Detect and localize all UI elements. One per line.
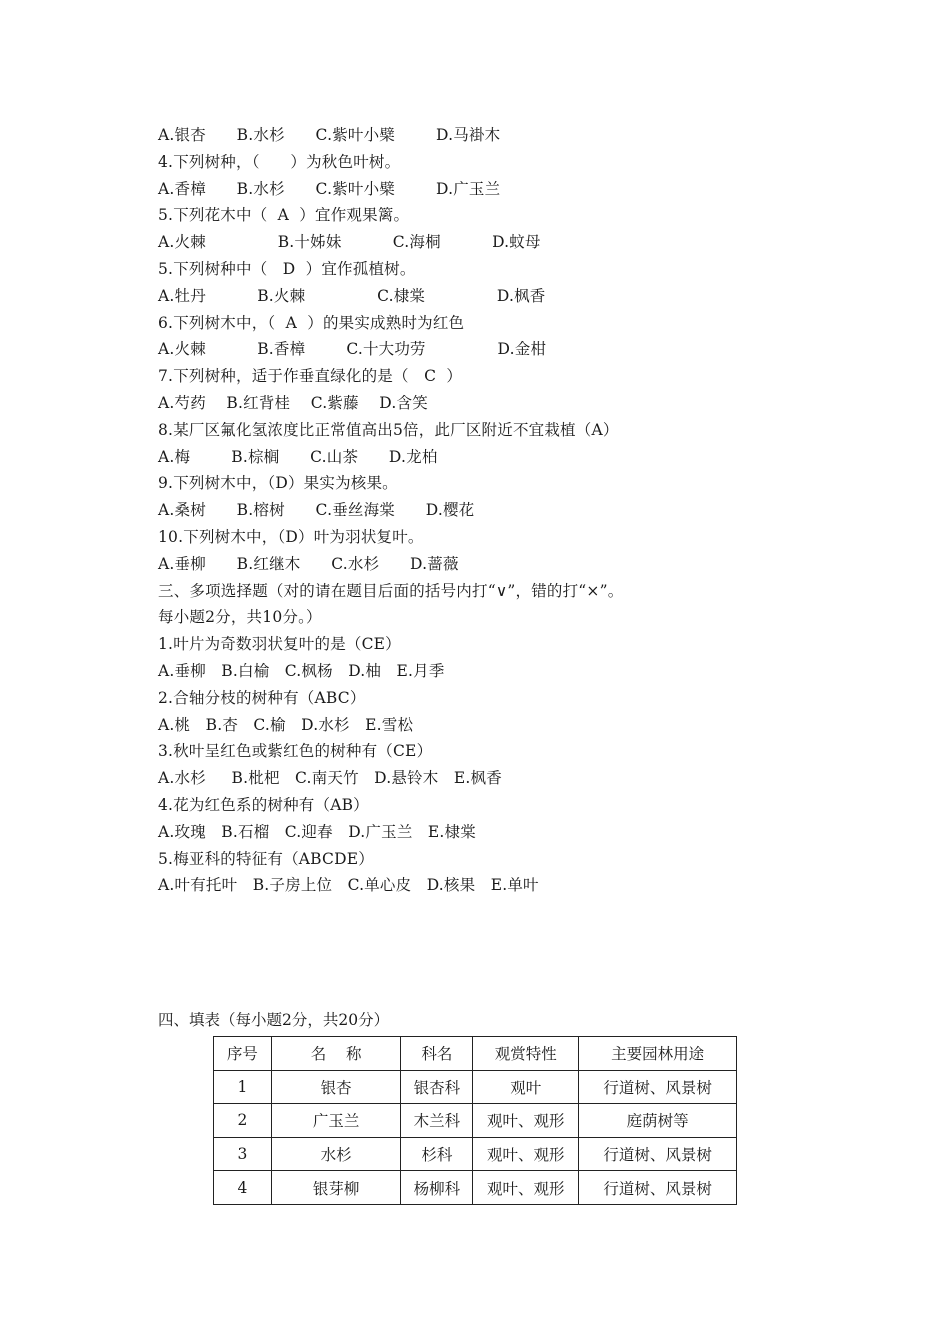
table-cell: 3 <box>214 1137 272 1171</box>
text-line: A.香樟 B.水杉 C.紫叶小檗 D.广玉兰 <box>158 179 501 198</box>
text-line: 4.下列树种，（ ）为秋色叶树。 <box>158 152 401 171</box>
table-cell: 广玉兰 <box>271 1104 401 1138</box>
table-cell: 水杉 <box>271 1137 401 1171</box>
text-line: A.玫瑰 B.石榴 C.迎春 D.广玉兰 E.棣棠 <box>158 822 476 841</box>
text-line: 3.秋叶呈红色或紫红色的树种有（CE） <box>158 742 433 761</box>
section-heading-cont: 每小题2分，共10分。） <box>158 608 322 627</box>
table-cell: 2 <box>214 1104 272 1138</box>
section-heading: 三、多项选择题（对的请在题目后面的括号内打“∨”，错的打“×”。 <box>158 581 624 600</box>
table-row <box>214 1070 737 1104</box>
text-line: 7.下列树种，适于作垂直绿化的是（ C ） <box>158 367 463 386</box>
text-line: A.牡丹 B.火棘 C.棣棠 D.枫香 <box>158 286 546 305</box>
table-cell: 观叶、观形 <box>473 1104 579 1138</box>
text-line: 5.梅亚科的特征有（ABCDE） <box>158 849 374 868</box>
table-header-cell: 序号 <box>214 1037 272 1071</box>
table-cell: 观叶 <box>473 1070 579 1104</box>
question-lines <box>158 122 898 899</box>
table-row <box>214 1104 737 1138</box>
table-header-cell: 名 称 <box>271 1037 401 1071</box>
text-line: A.垂柳 B.白榆 C.枫杨 D.柚 E.月季 <box>158 661 445 680</box>
text-line: A.芍药 B.红背桂 C.紫藤 D.含笑 <box>158 393 428 412</box>
text-line: 5.下列花木中（ A ）宜作观果篱。 <box>158 206 410 225</box>
section-4-title: 四、填表（每小题2分，共20分） <box>158 1011 390 1029</box>
text-line: 1.叶片为奇数羽状复叶的是（CE） <box>158 635 401 654</box>
table-cell: 银杏科 <box>401 1070 473 1104</box>
table-cell: 行道树、风景树 <box>579 1070 737 1104</box>
text-line: 5.下列树种中（ D ）宜作孤植树。 <box>158 259 416 278</box>
text-line: 6.下列树木中，（ A ）的果实成熟时为红色 <box>158 313 465 332</box>
text-line: A.叶有托叶 B.子房上位 C.单心皮 D.核果 E.单叶 <box>158 876 539 895</box>
table-header-cell: 科名 <box>401 1037 473 1071</box>
table-cell: 杨柳科 <box>401 1171 473 1205</box>
table-header-cell: 观赏特性 <box>473 1037 579 1071</box>
text-line: 8.某厂区氟化氢浓度比正常值高出5倍，此厂区附近不宜栽植（A） <box>158 420 619 439</box>
table-cell: 行道树、风景树 <box>579 1171 737 1205</box>
table-header-row <box>214 1037 737 1071</box>
table-header-cell: 主要园林用途 <box>579 1037 737 1071</box>
table-cell: 观叶、观形 <box>473 1137 579 1171</box>
text-line: 2.合轴分枝的树种有（ABC） <box>158 688 366 707</box>
text-line: 4.花为红色系的树种有（AB） <box>158 795 369 814</box>
table-row <box>214 1171 737 1205</box>
table-row <box>214 1137 737 1171</box>
table-cell: 庭荫树等 <box>579 1104 737 1138</box>
text-line: A.水杉 B.枇杷 C.南天竹 D.悬铃木 E.枫香 <box>158 769 502 788</box>
text-line: A.桑树 B.榕树 C.垂丝海棠 D.樱花 <box>158 501 475 520</box>
table-cell: 4 <box>214 1171 272 1205</box>
table-cell: 银芽柳 <box>271 1171 401 1205</box>
table-cell: 观叶、观形 <box>473 1171 579 1205</box>
table-cell: 木兰科 <box>401 1104 473 1138</box>
table-cell: 1 <box>214 1070 272 1104</box>
text-line: 10.下列树木中，（D）叶为羽状复叶。 <box>158 527 424 546</box>
text-line: A.梅 B.棕榈 C.山茶 D.龙柏 <box>158 447 438 466</box>
text-line: 9.下列树木中，（D）果实为核果。 <box>158 474 398 493</box>
text-line: A.银杏 B.水杉 C.紫叶小檗 D.马褂木 <box>158 126 501 144</box>
table-cell: 行道树、风景树 <box>579 1137 737 1171</box>
fill-table <box>213 1036 737 1205</box>
text-line: A.垂柳 B.红继木 C.水杉 D.蔷薇 <box>158 554 459 573</box>
text-line: A.桃 B.杏 C.榆 D.水杉 E.雪松 <box>158 715 414 734</box>
table-cell: 银杏 <box>271 1070 401 1104</box>
text-line: A.火棘 B.十姊妹 C.海桐 D.蚊母 <box>158 233 541 252</box>
table-cell: 杉科 <box>401 1137 473 1171</box>
text-line: A.火棘 B.香樟 C.十大功劳 D.金柑 <box>158 340 547 359</box>
